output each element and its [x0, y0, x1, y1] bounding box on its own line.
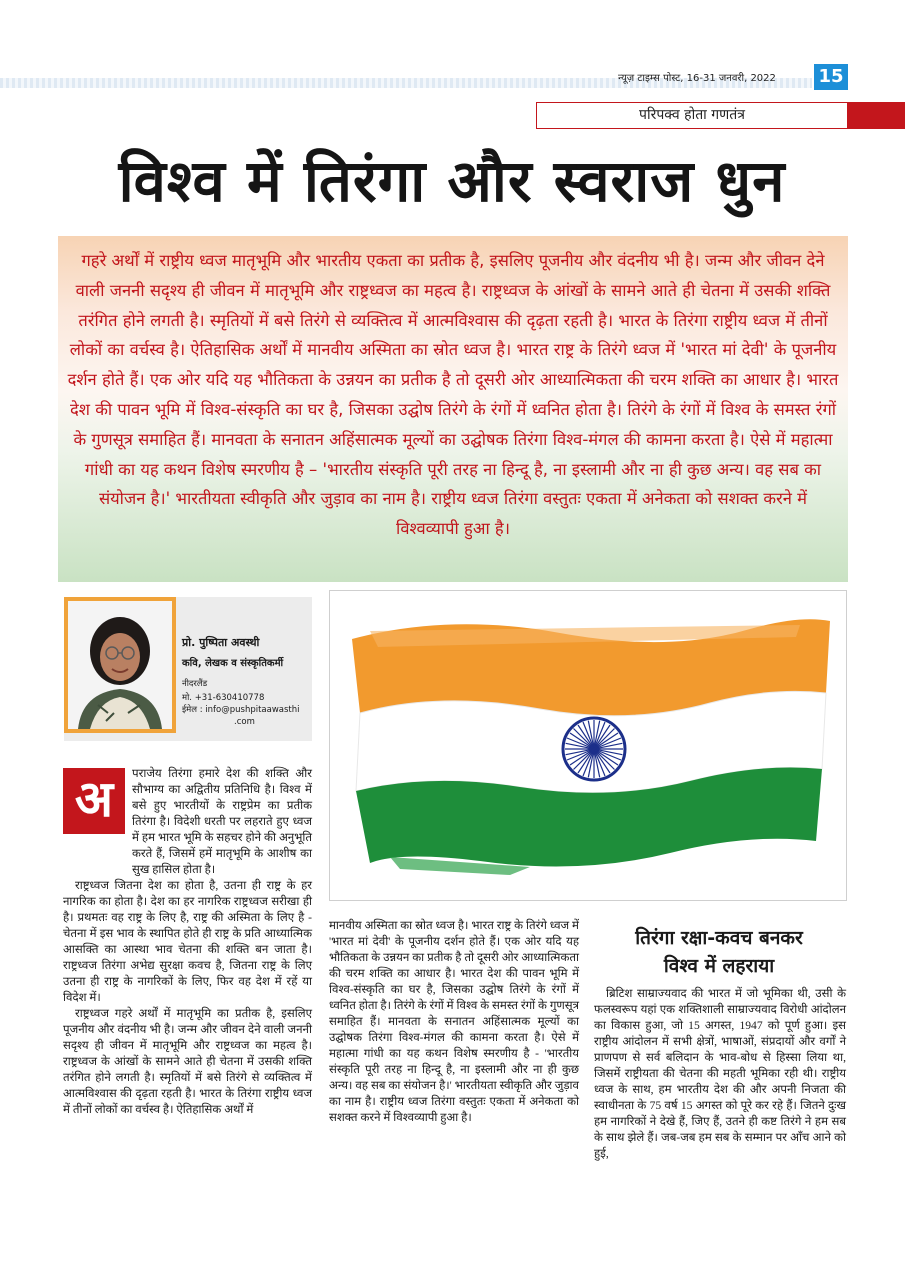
col1-para-3: राष्ट्रध्वज गहरे अर्थों में मातृभूमि का प्रतीक है, इसलिए पूजनीय और वंदनीय भी है। जन्म और जीवन देने वाली जननी सदृश्य ही जीवन में मातृभूमि और राष्ट्रध्वज का महत्व है। राष्ट्रध्वज के आंखों के सामने आते ही चेतना में उसकी शक्ति तरंगित होने लगती है। स्मृतियों में बसे तिरंगे से व्यक्तित्व में आत्मविश्वास की दृढ़ता रहती है। भारत के तिरंगा राष्ट्रीय ध्वज में तीनों लोकों का वर्चस्व है। ऐतिहासिक अर्थों में	[63, 1007, 312, 1116]
author-portrait-icon	[68, 601, 172, 729]
col1-para-1: पराजेय तिरंगा हमारे देश की शक्ति और सौभाग्य का अद्वितीय प्रतिनिधि है। विश्व में बसे हुए भारतीयों के राष्ट्रप्रेम का प्रतीक तिरंगा है। विदेशी धरती पर लहराते हुए ध्वज में हम भारत भूमि के सहचर होने की अनुभूति करते हैं, जिसमें हमें मातृभूमि के आशीष का सुख हासिल होता है।	[132, 767, 312, 876]
col1-para-2: राष्ट्रध्वज जितना देश का होता है, उतना ही राष्ट्र के हर नागरिक का होता है। देश का हर नागरिक राष्ट्रध्वज सरीखा ही है। प्रथमतः वह राष्ट्र के लिए है, राष्ट्र की अस्मिता के लिए है - चेतना में इस भाव के स्थापित होते ही राष्ट्र के प्रति आध्यात्मिक आसक्ति का आस्था भाव चेतना की शक्ति बन जाता है। राष्ट्रध्वज तिरंगा अभेद्य सुरक्षा कवच है, जितना राष्ट्र के लिए उतना ही राष्ट्र के नागरिकों के लिए, फिर वह देश में रहें या विदेश में।	[63, 879, 312, 1004]
author-email: ईमेल : info@pushpitaawasthi	[182, 705, 300, 715]
intro-text: गहरे अर्थों में राष्ट्रीय ध्वज मातृभूमि और भारतीय एकता का प्रतीक है, इसलिए पूजनीय और वंदनीय भी है। जन्म और जीवन देने वाली जननी सदृश्य ही जीवन में मातृभूमि और राष्ट्रध्वज का महत्व है। राष्ट्रध्वज के आंखों के सामने आते ही चेतना में उसकी शक्ति तरंगित होने लगती है। स्मृतियों में बसे तिरंगे से व्यक्तित्व में आत्मविश्वास की दृढ़ता रहती है। भारत के तिरंगा राष्ट्रीय ध्वज में तीनों लोकों का वर्चस्व है। ऐतिहासिक अर्थों में मानवीय अस्मिता का स्रोत ध्वज है। भारत राष्ट्र के तिरंगे ध्वज में 'भारत मां देवी' के पूजनीय दर्शन होते हैं। एक ओर यदि यह भौतिकता के उन्नयन का प्रतीक है तो दूसरी ओर आध्यात्मिकता की चरम शक्ति का आधार है। भारत देश की पावन भूमि में विश्व-संस्कृति का घर है, जिसका उद्घोष तिरंगे के रंगों में ध्वनित होता है। तिरंगे के रंगों में विश्व के समस्त रंगों के गुणसूत्र समाहित हैं। मानवता के सनातन अहिंसात्मक मूल्यों का उद्घोषक तिरंगा विश्व-मंगल की कामना करता है। ऐसे में महात्मा गांधी का यह कथन विशेष स्मरणीय है – 'भारतीय संस्कृति पूरी तरह ना हिन्दू है, ना इस्लामी और ना ही कुछ अन्य। वह सब का संयोजन है।' भारतीयता स्वीकृति और जुड़ाव का नाम है। राष्ट्रीय ध्वज तिरंगा वस्तुतः एकता में अनेकता को सशक्त करने में विश्वव्यापी हुआ है।	[67, 251, 839, 539]
subheading	[594, 924, 844, 980]
section-red-block	[848, 102, 905, 129]
drop-cap: अ	[63, 768, 125, 834]
headline: विश्व में तिरंगा और स्वराज धुन	[118, 147, 786, 215]
intro-box	[58, 236, 848, 582]
author-card	[64, 597, 312, 741]
author-name: प्रो. पुष्पिता अवस्थी	[182, 636, 260, 649]
tricolour-flag-icon	[330, 591, 847, 901]
column-3	[594, 986, 846, 1216]
subheading-line-1: तिरंगा रक्षा-कवच बनकर	[635, 927, 803, 949]
masthead-line: न्यूज़ टाइम्स पोस्ट, 16-31 जनवरी, 2022	[618, 73, 776, 84]
col2-para-1: मानवीय अस्मिता का स्रोत ध्वज है। भारत राष्ट्र के तिरंगे ध्वज में 'भारत मां देवी' के पूजनीय दर्शन होते हैं। एक ओर यदि यह भौतिकता के उन्नयन का प्रतीक है तो दूसरी ओर आध्यात्मिकता की चरम शक्ति का आधार है। भारत देश की पावन भूमि में विश्व-संस्कृति का घर है, जिसका उद्घोष तिरंगे के रंगों में ध्वनित होता है। तिरंगे के रंगों में विश्व के समस्त रंगों के गुणसूत्र समाहित हैं। मानवता के सनातन अहिंसात्मक मूल्यों का उद्घोषक तिरंगा विश्व-मंगल की कामना करता है। ऐसे में महात्मा गांधी का यह कथन विशेष स्मरणीय है - 'भारतीय संस्कृति पूरी तरह ना हिन्दू है, ना इस्लामी और ना ही कुछ अन्य। वह सब का संयोजन है।' भारतीयता स्वीकृति और जुड़ाव का नाम है। राष्ट्रीय ध्वज तिरंगा वस्तुतः एकता में अनेकता को सशक्त करने में विश्वव्यापी हुआ है।	[329, 919, 579, 1124]
author-role: कवि, लेखक व संस्कृतिकर्मी	[182, 658, 284, 669]
subheading-line-2: विश्व में लहराया	[663, 955, 775, 977]
column-1	[63, 766, 312, 1236]
author-email-cont: .com	[234, 717, 255, 727]
col3-para-1: ब्रिटिश साम्राज्यवाद की भारत में जो भूमिका थी, उसी के फलस्वरूप यहां एक शक्तिशाली साम्राज्यवाद विरोधी आंदोलन का विकास हुआ, जो 15 अगस्त, 1947 को पूर्ण हुआ। इस राष्ट्रीय आंदोलन में सभी क्षेत्रों, भाषाओं, संप्रदायों और वर्गों ने प्राणपण से सर्व बलिदान के भाव-बोध से हिस्सा लिया था, जिसमें राष्ट्रीयता की चेतना की महती भूमिका रही थी। राष्ट्रीय ध्वज के साथ, हम भारतीय देश की और अपनी निजता की स्वाधीनता के 75 वर्ष 15 अगस्त को पूरे कर रहे हैं। जितने दुःख हम नागरिकों ने देखे हैं, जिए हैं, उतने ही कष्ट तिरंगे ने हम सब के साथ झेले हैं। जब-जब हम सब के सम्मान पर आँच आने को हुई,	[594, 987, 846, 1160]
section-label: परिपक्व होता गणतंत्र	[536, 102, 848, 129]
author-photo	[64, 597, 176, 733]
column-2	[329, 918, 579, 1218]
author-phone: मो. +31-630410778	[182, 693, 265, 703]
page-number-badge: 15	[814, 64, 848, 90]
flag-image	[329, 590, 847, 901]
author-place: नीदरलैंड	[182, 679, 208, 689]
